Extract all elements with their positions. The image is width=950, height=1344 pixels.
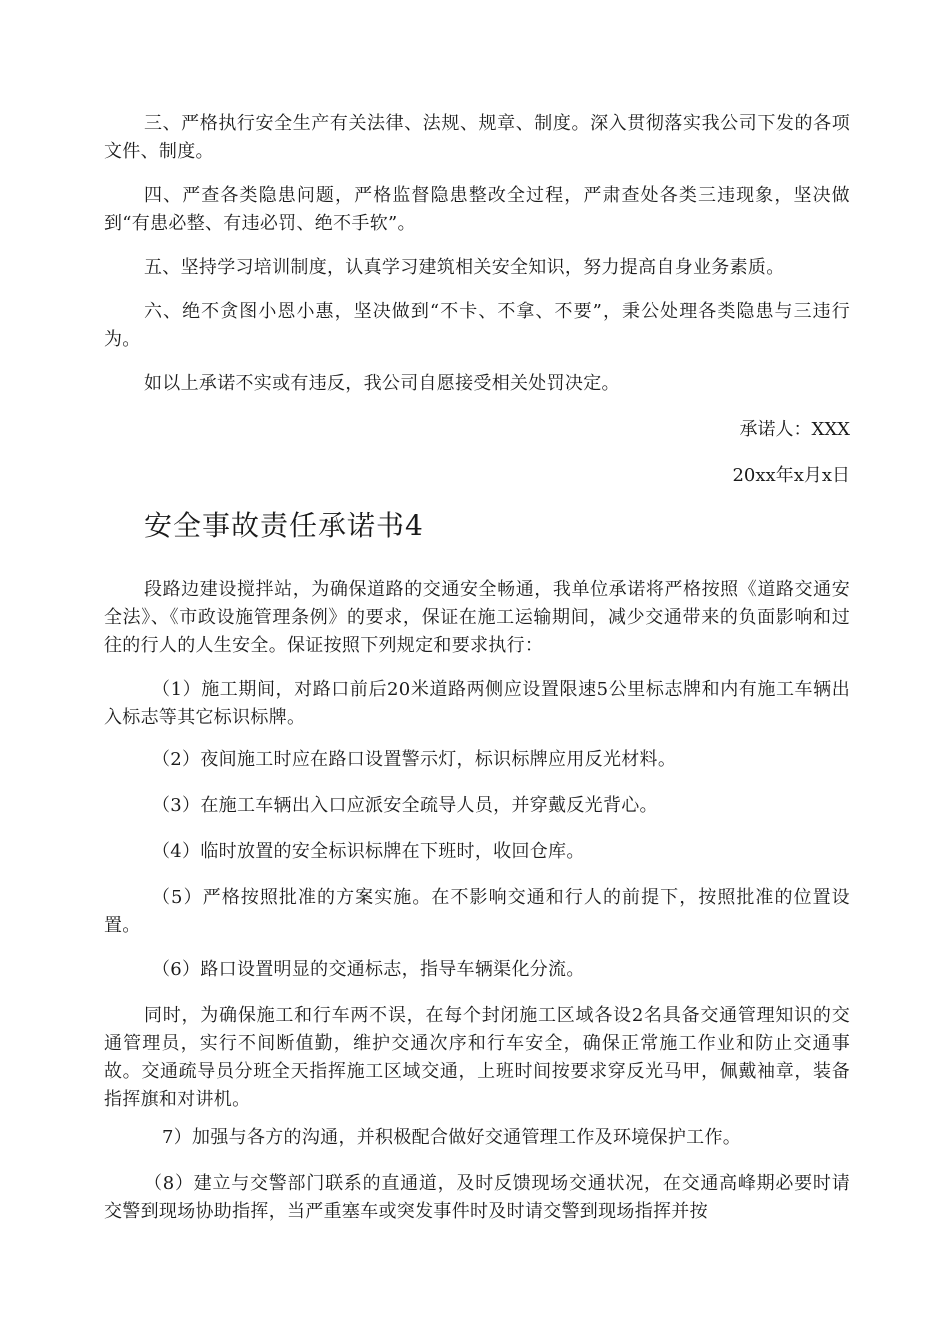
- paragraph-item-6: 六、绝不贪图小恩小惠，坚决做到“不卡、不拿、不要”，秉公处理各类隐患与三违行为。: [104, 301, 850, 350]
- paragraph-meanwhile: 同时，为确保施工和行车两不误，在每个封闭施工区域各设2名具备交通管理知识的交通管理员，实行不间断值勤，维护交通次序和行车安全，确保正常施工作业和防止交通事故。交通疏导员分班全天指挥施工区域交通，上班时间按要求穿反光马甲，佩戴袖章，装备指挥旗和对讲机。: [104, 1005, 850, 1110]
- signer-line: 承诺人：XXX: [739, 419, 850, 440]
- paragraph-rule-6: （6）路口设置明显的交通标志，指导车辆渠化分流。: [152, 959, 585, 980]
- paragraph-item-3: 三、严格执行安全生产有关法律、法规、规章、制度。深入贯彻落实我公司下发的各项文件、制度。: [104, 113, 850, 162]
- date-line: 20xx年x月x日: [732, 465, 850, 486]
- paragraph-rule-1: （1）施工期间，对路口前后20米道路两侧应设置限速5公里标志牌和内有施工车辆出入标志等其它标识标牌。: [104, 679, 850, 728]
- paragraph-rule-2: （2）夜间施工时应在路口设置警示灯，标识标牌应用反光材料。: [152, 749, 677, 770]
- paragraph-rule-3: （3）在施工车辆出入口应派安全疏导人员，并穿戴反光背心。: [152, 795, 658, 816]
- paragraph-rule-5: （5）严格按照批准的方案实施。在不影响交通和行人的前提下，按照批准的位置设置。: [104, 887, 850, 936]
- paragraph-item-5: 五、坚持学习培训制度，认真学习建筑相关安全知识，努力提高自身业务素质。: [144, 257, 785, 278]
- paragraph-rule-7: 7）加强与各方的沟通，并积极配合做好交通管理工作及环境保护工作。: [162, 1127, 742, 1148]
- paragraph-closing: 如以上承诺不实或有违反，我公司自愿接受相关处罚决定。: [144, 373, 620, 394]
- section-heading: 安全事故责任承诺书4: [144, 509, 424, 542]
- paragraph-rule-8: （8）建立与交警部门联系的直通道，及时反馈现场交通状况，在交通高峰期必要时请交警到现场协助指挥，当严重塞车或突发事件时及时请交警到现场指挥并按: [104, 1173, 850, 1222]
- paragraph-intro: 段路边建设搅拌站，为确保道路的交通安全畅通，我单位承诺将严格按照《道路交通安全法》、《市政设施管理条例》的要求，保证在施工运输期间，减少交通带来的负面影响和过往的行人的人生安全。保证按照下列规定和要求执行：: [104, 579, 850, 656]
- paragraph-rule-4: （4）临时放置的安全标识标牌在下班时，收回仓库。: [152, 841, 585, 862]
- paragraph-item-4: 四、严查各类隐患问题，严格监督隐患整改全过程，严肃查处各类三违现象，坚决做到“有患必整、有违必罚、绝不手软”。: [104, 185, 850, 234]
